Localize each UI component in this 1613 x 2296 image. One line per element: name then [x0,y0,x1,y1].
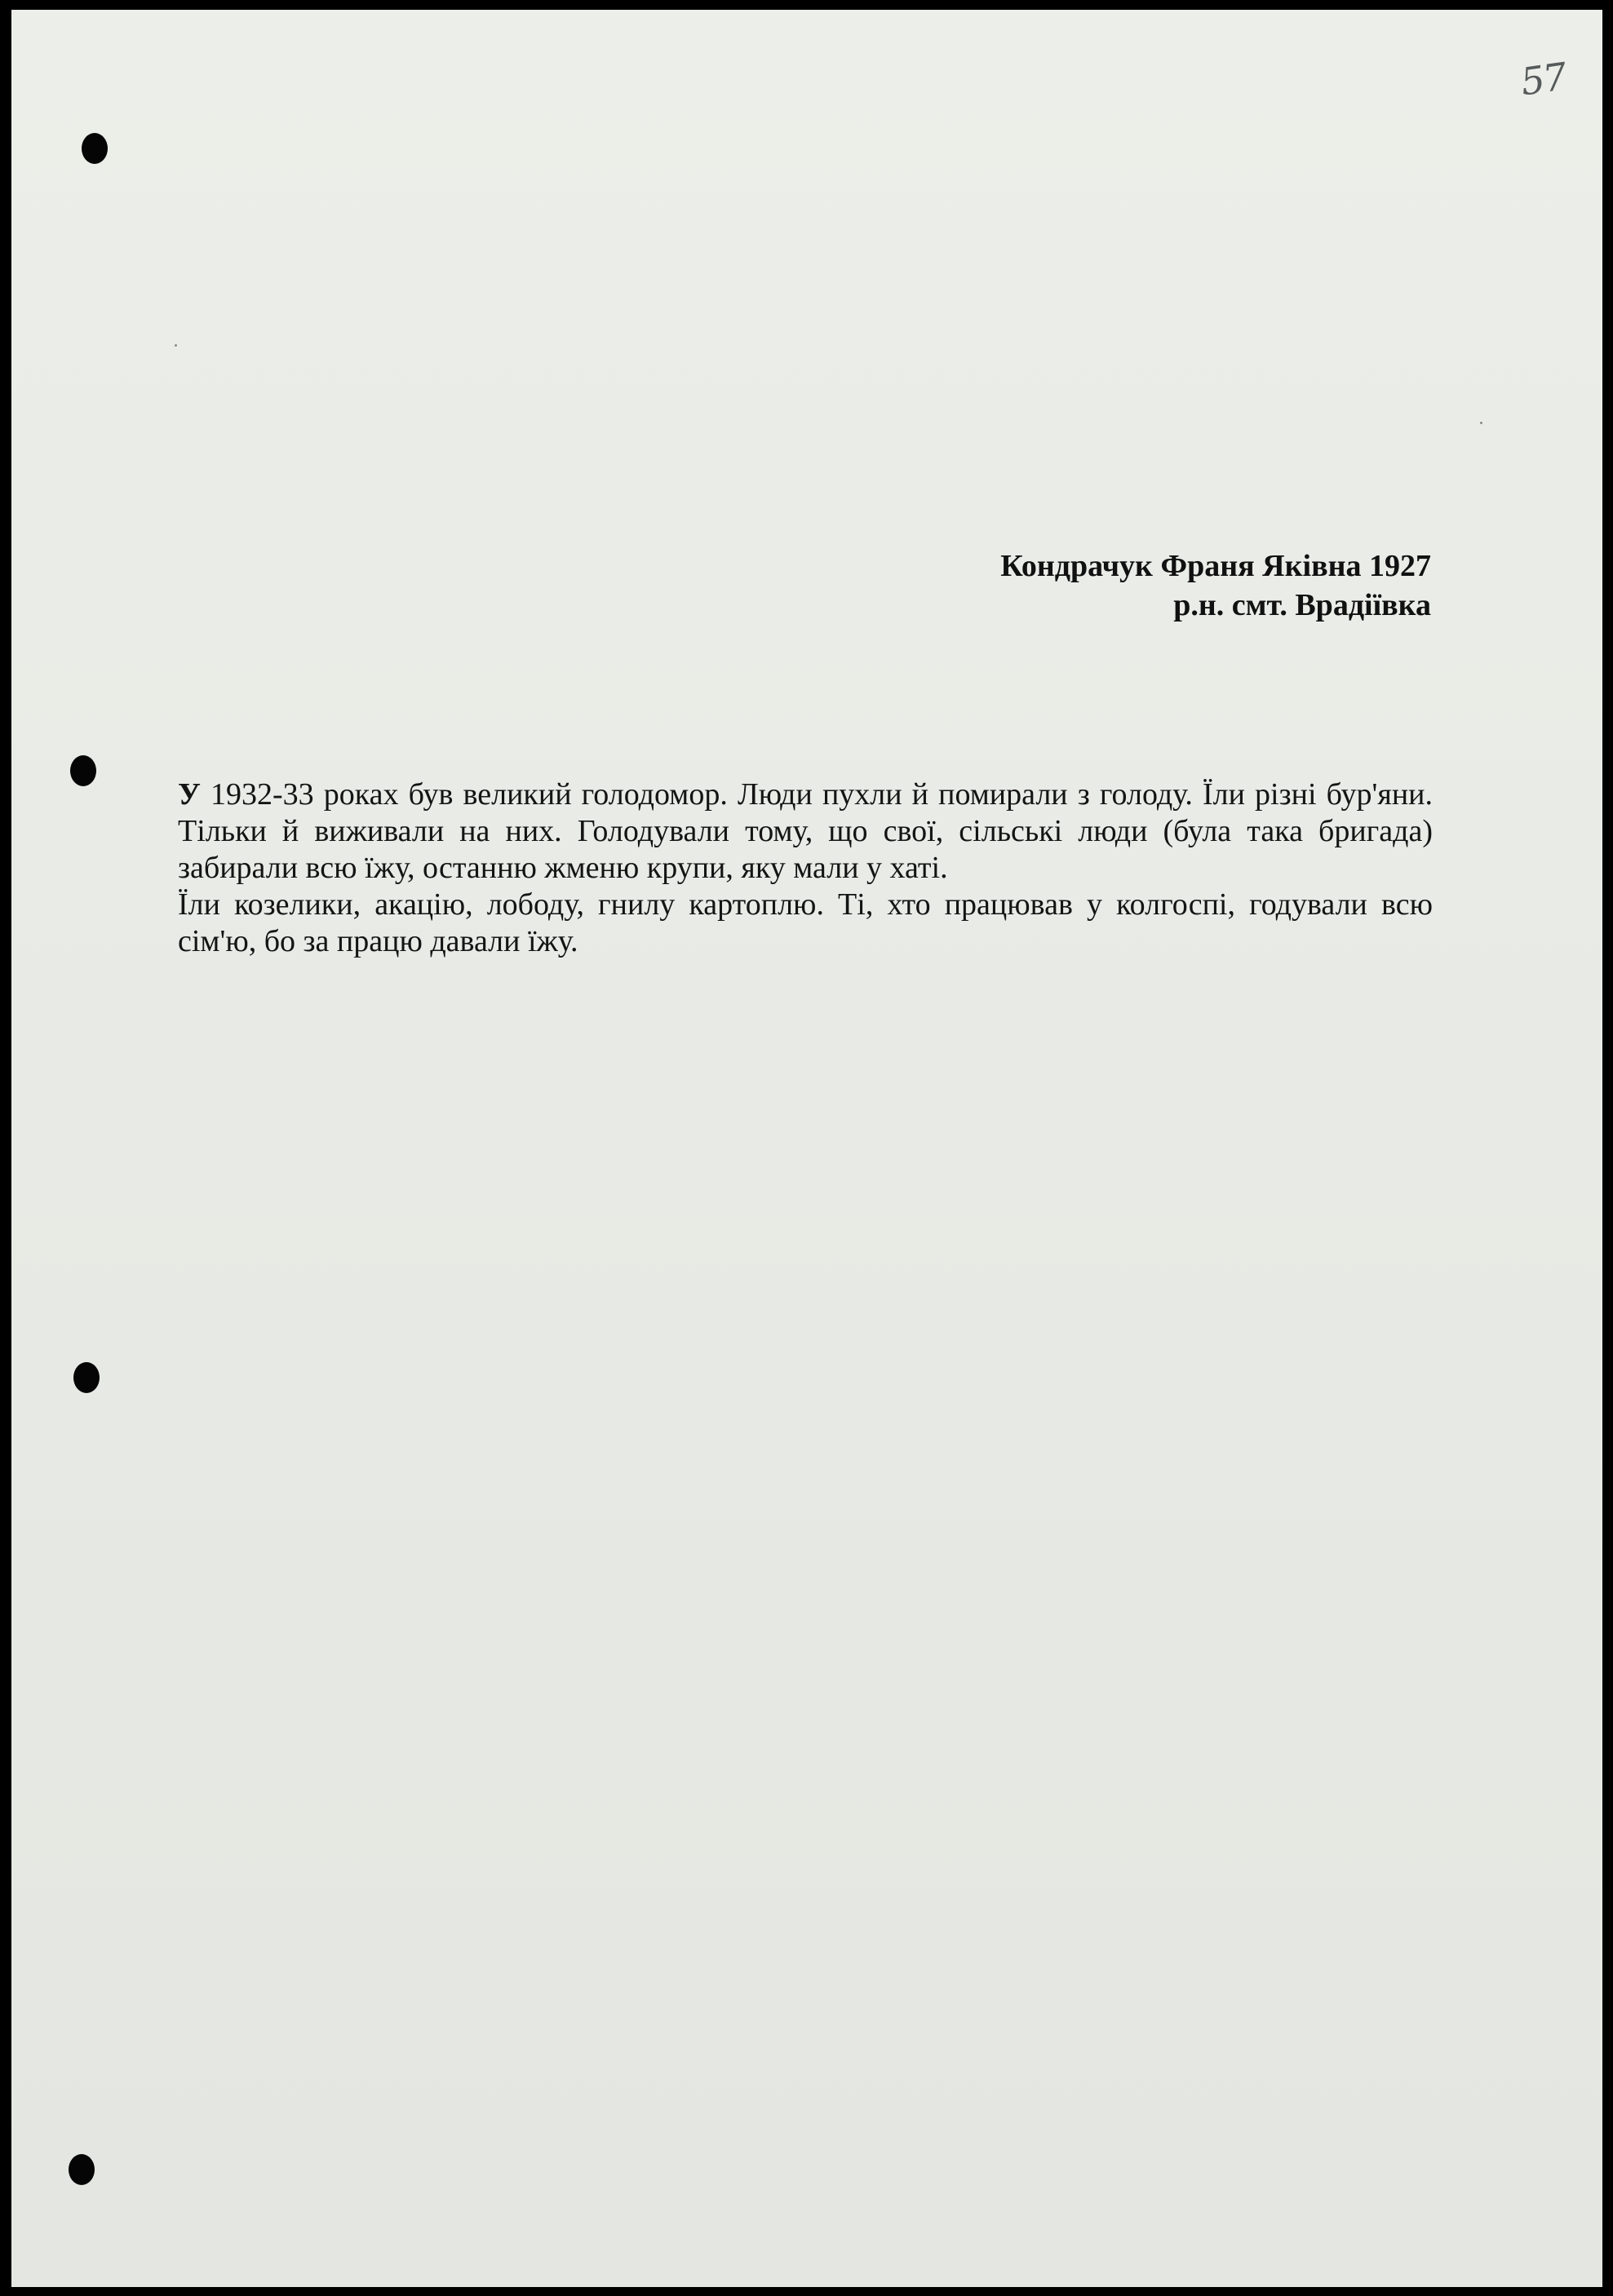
interviewee-header [697,546,1431,625]
document-page [11,10,1602,2287]
header-birthplace-line: р.н. смт. Врадіївка [1173,588,1431,622]
testimony-text [178,776,1433,960]
handwritten-page-number: 57 [1518,54,1569,104]
paragraph-1-text: 1932-33 роках був великий голодомор. Люди пухли й помирали з голоду. Їли різні бур'яни. Тільки й виживали на них. Голодували тому, що свої, сільські люди (була така бригада) забирали всю їжу, останню жменю крупи, яку мали у хаті. [178,777,1433,885]
testimony-paragraph-1 [178,776,1433,887]
punch-hole-top [82,133,108,164]
punch-hole-bottom [69,2154,95,2185]
testimony-paragraph-2: Їли козелики, акацію, лободу, гнилу картоплю. Ті, хто працював у колгоспі, годували всю сім'ю, бо за працю давали їжу. [178,887,1433,958]
header-name-line: Кондрачук Франя Яківна 1927 [1000,549,1431,583]
paragraph-initial: У [178,777,201,812]
paper-speck [1480,422,1482,424]
punch-hole-upper-middle [70,755,96,786]
punch-hole-lower-middle [73,1362,100,1393]
paper-speck [175,344,177,347]
